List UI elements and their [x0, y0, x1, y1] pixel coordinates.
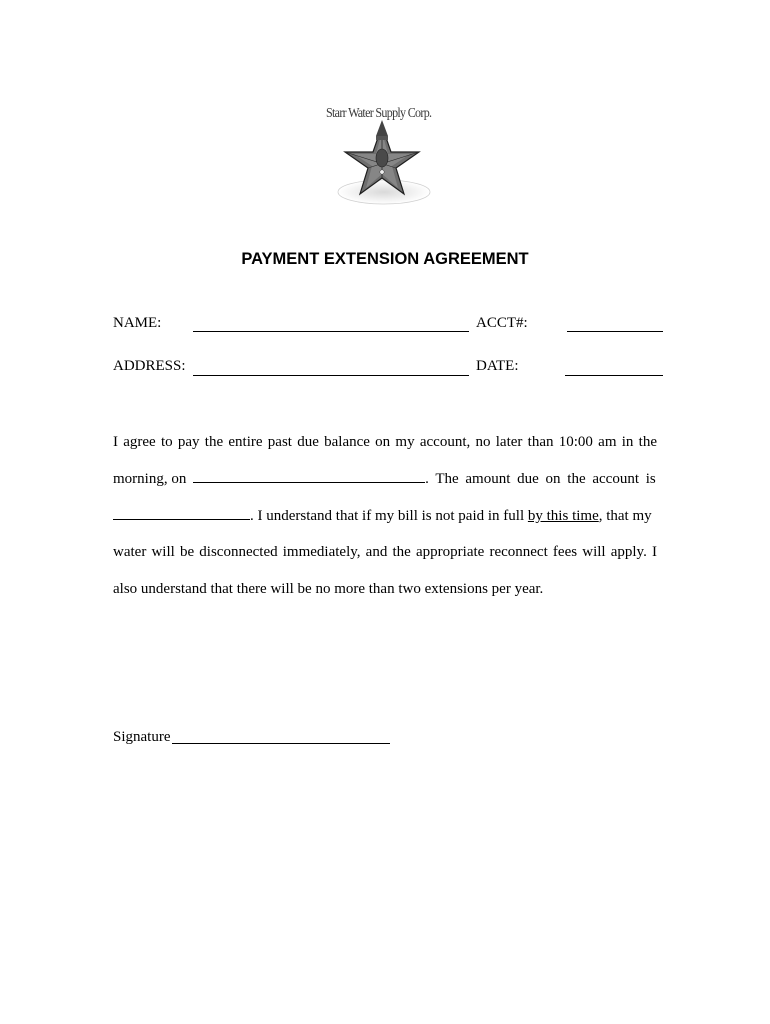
company-logo: [322, 102, 446, 206]
paragraph-line-3: [113, 507, 657, 525]
paragraph-line-2-start: morning, on: [113, 471, 187, 487]
logo-text: Starr Water Supply Corp.: [326, 106, 432, 121]
date-label: DATE:: [476, 358, 519, 374]
paragraph-line-1: I agree to pay the entire past due balance on my account, no later than 10:00 am in the: [113, 434, 657, 450]
name-field[interactable]: [193, 331, 469, 332]
paragraph-line-3-end: , that my: [598, 508, 652, 524]
due-date-field[interactable]: [193, 470, 425, 483]
paragraph-line-2-end: . The amount due on the account is: [425, 471, 656, 487]
paragraph-line-5: also understand that there will be no more than two extensions per year.: [113, 581, 544, 597]
acct-field[interactable]: [567, 331, 663, 332]
address-label: ADDRESS:: [113, 358, 186, 374]
document-title: PAYMENT EXTENSION AGREEMENT: [241, 250, 529, 268]
paragraph-line-3-start: . I understand that if my bill is not paid in full: [250, 508, 525, 524]
address-field[interactable]: [193, 375, 469, 376]
signature-label: Signature: [113, 729, 171, 745]
paragraph-line-2: [113, 470, 657, 488]
acct-label: ACCT#:: [476, 315, 528, 331]
paragraph-line-4: water will be disconnected immediately, and the appropriate reconnect fees will apply. I: [113, 544, 657, 560]
date-field[interactable]: [565, 375, 663, 376]
signature-field[interactable]: [172, 743, 390, 744]
amount-due-field[interactable]: [113, 507, 250, 520]
underlined-phrase: by this time: [527, 508, 599, 524]
name-label: NAME:: [113, 315, 162, 331]
